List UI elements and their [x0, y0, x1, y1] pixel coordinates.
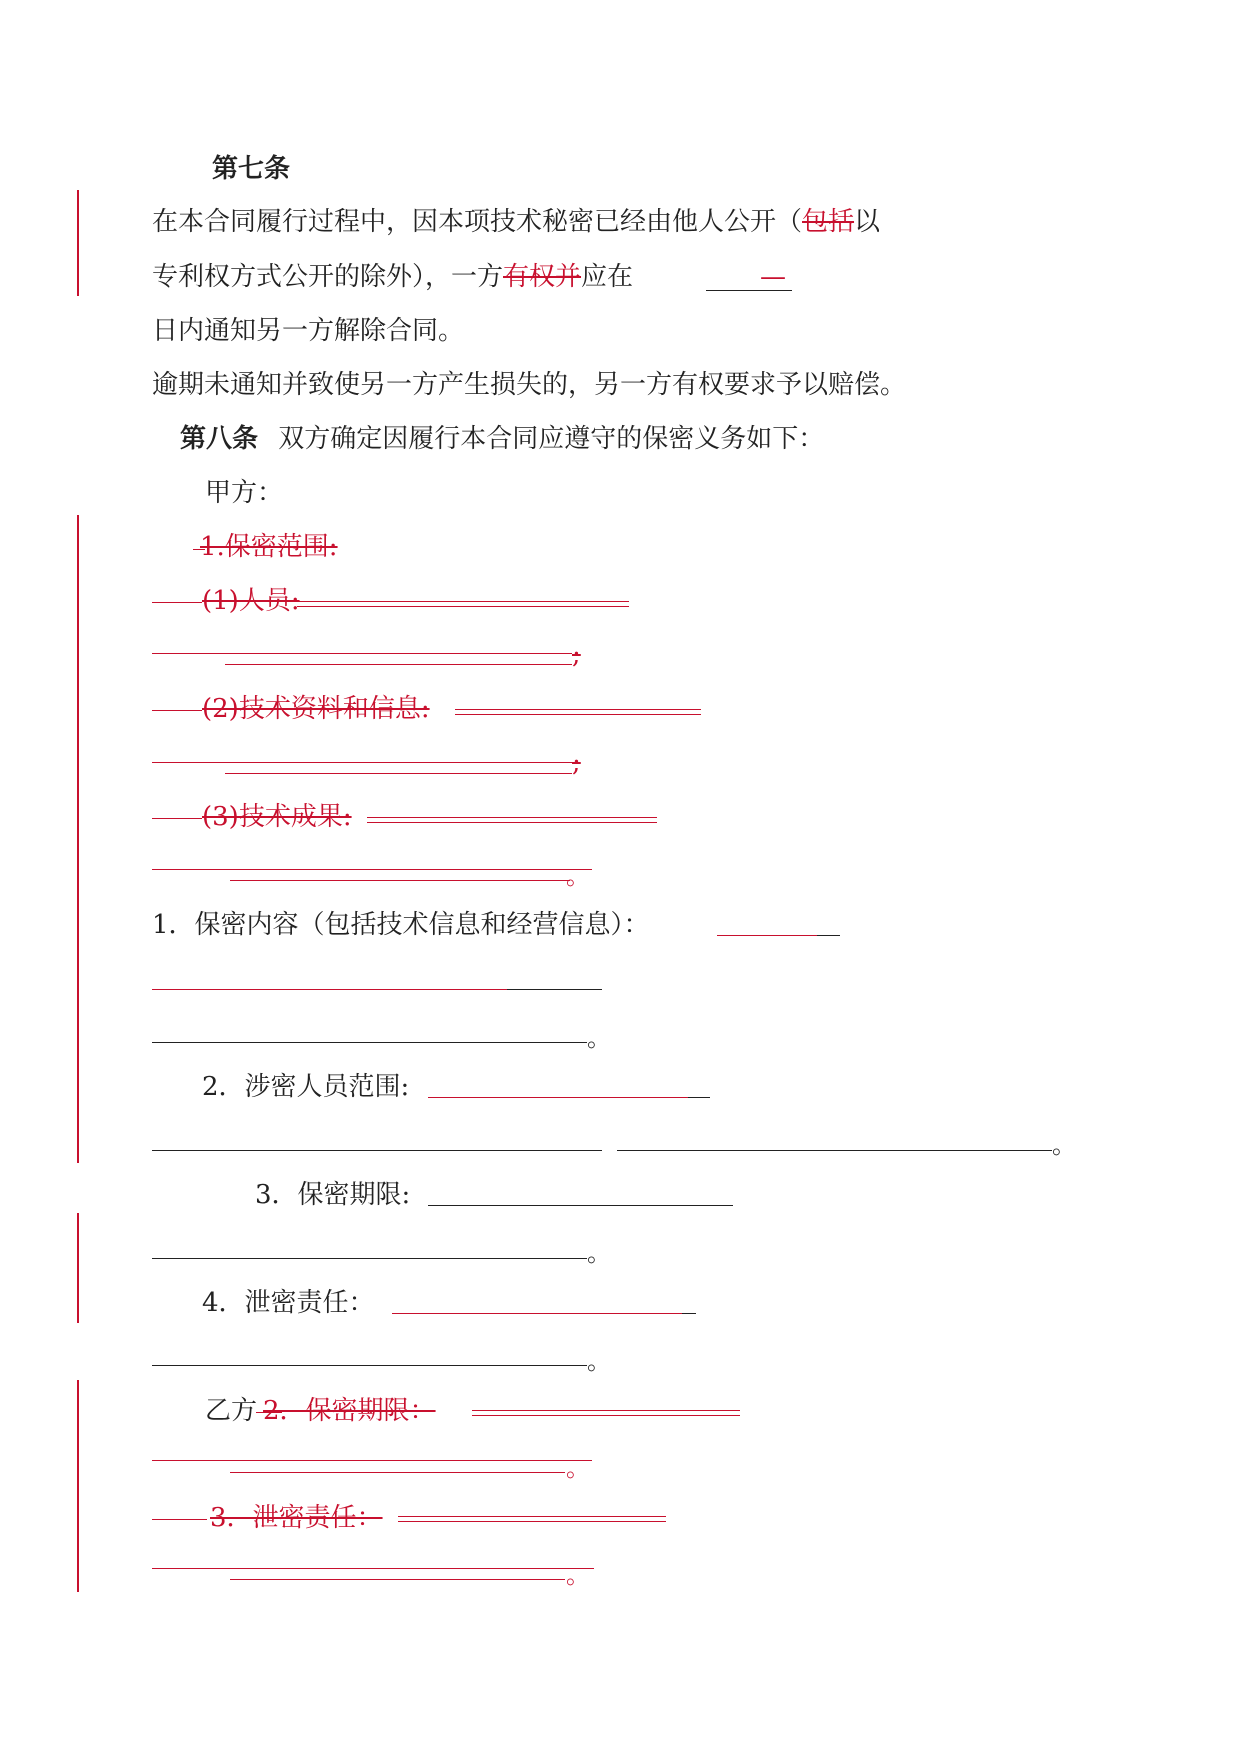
deleted-personnel: (1)人员: — [202, 586, 300, 616]
blank-line — [152, 1365, 587, 1366]
blank-line — [152, 989, 507, 990]
article7-paragraph-line3: 日内通知另一方解除合同。 — [152, 316, 465, 346]
period: 。 — [566, 1454, 590, 1482]
strike-line — [152, 710, 202, 711]
blank-line — [152, 1258, 587, 1259]
party-b-label: 乙方 — [205, 1396, 258, 1426]
period: 。 — [587, 1024, 611, 1052]
blank-line — [817, 935, 840, 936]
strike-line — [152, 818, 202, 819]
blank-line — [297, 601, 629, 607]
article7-paragraph-line2 — [152, 260, 633, 294]
deleted-scope-heading: 1.保密范围: — [200, 532, 338, 562]
item2-label: 2．涉密人员范围: — [202, 1072, 410, 1102]
blank-line — [507, 989, 602, 990]
blank-line — [230, 1472, 565, 1473]
article8-intro-line — [180, 422, 824, 456]
period: 。 — [587, 1239, 611, 1267]
article7-heading: 第七条 — [212, 154, 291, 184]
blank-line — [152, 1042, 587, 1043]
text: 应在 — [581, 262, 634, 292]
party-a-label: 甲方： — [205, 478, 284, 508]
item4-label: 4．泄密责任： — [202, 1288, 375, 1318]
blank-line — [225, 664, 572, 665]
deleted-results: (3)技术成果: — [202, 802, 352, 832]
blank-line — [225, 773, 572, 774]
blank-line — [152, 869, 592, 870]
change-bar — [77, 190, 79, 296]
blank-line — [392, 1313, 682, 1314]
blank-line — [152, 762, 572, 763]
strike-line — [256, 1412, 282, 1413]
period: 。 — [566, 862, 590, 890]
blank-line — [455, 709, 701, 715]
article8-intro: 双方确定因履行本合同应遵守的保密义务如下： — [278, 424, 825, 454]
blank-line — [152, 653, 572, 654]
deleted-text: 包括 — [802, 207, 855, 237]
blank-line — [428, 1097, 688, 1098]
text: 以 — [854, 207, 881, 237]
text: 专利权方式公开的除外），一方 — [152, 262, 504, 292]
blank-line — [152, 1568, 594, 1569]
item3-label: 3．保密期限: — [255, 1180, 411, 1210]
period: 。 — [1052, 1131, 1076, 1159]
semicolon: ; — [572, 640, 581, 670]
change-bar — [77, 1213, 79, 1323]
article8-heading: 第八条 — [180, 424, 259, 454]
text: 在本合同履行过程中，因本项技术秘密已经由他人公开（ — [152, 207, 803, 237]
deleted-text: 有权并 — [503, 262, 582, 292]
blank-line — [398, 1516, 666, 1522]
party-b-line — [205, 1394, 436, 1428]
blank-line — [152, 1460, 592, 1461]
article7-paragraph-line1 — [152, 205, 880, 239]
period: 。 — [587, 1347, 611, 1375]
blank-line — [682, 1313, 696, 1314]
blank-line — [472, 1410, 740, 1416]
strike-line — [152, 1519, 207, 1520]
blank-line — [617, 1150, 1052, 1151]
semicolon: ; — [572, 748, 581, 778]
blank-line — [688, 1097, 710, 1098]
blank-line — [428, 1205, 733, 1206]
change-bar — [77, 1380, 79, 1592]
blank-line — [230, 1579, 565, 1580]
blank-line — [152, 1150, 602, 1151]
deleted-b-liability: 3．泄密责任： — [210, 1503, 383, 1533]
period: 。 — [566, 1561, 590, 1589]
blank-line — [717, 935, 817, 936]
deleted-b-term: 2．保密期限： — [263, 1396, 436, 1426]
change-bar — [77, 515, 79, 1163]
strike-line — [152, 602, 202, 603]
blank-line — [230, 880, 570, 881]
strike-line — [193, 549, 205, 550]
item1-label: 1．保密内容（包括技术信息和经营信息）： — [152, 910, 650, 940]
deleted-tech-info: (2)技术资料和信息: — [202, 694, 430, 724]
blank-line — [367, 817, 657, 823]
article7-paragraph-line4: 逾期未通知并致使另一方产生损失的，另一方有权要求予以赔偿。 — [152, 370, 907, 400]
inserted-dash: — — [760, 262, 786, 292]
